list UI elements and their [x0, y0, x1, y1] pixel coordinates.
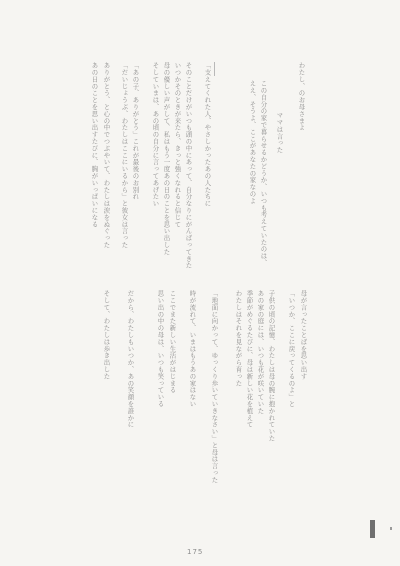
- text-line: ママは言った: [275, 112, 284, 154]
- text-line: 時が流れて、いまはもうあの家はない: [188, 290, 197, 408]
- text-line: そのことだけがいつも頭の中にあって、自分なりにがんばってきた: [184, 62, 193, 269]
- text-line: 思い出の中の母は、いつも笑っている: [156, 290, 165, 408]
- text-line: 「あの子、ありがとう」これが最後のお別れ: [131, 62, 140, 200]
- page-number: 175: [187, 548, 204, 556]
- text-line: ここでまた新しい生活がはじまる: [168, 290, 177, 394]
- margin-dot: [390, 527, 392, 530]
- text-line: そして、わたしは歩き出した: [102, 290, 111, 380]
- text-line: 「いつか、ここに戻ってくるのよ」と: [287, 290, 296, 408]
- text-line: 「地面に向かって、ゆっくり歩いていきなさい」と母は言った: [210, 290, 219, 484]
- text-line: あの家の庭には、いつも花が咲いていた: [256, 290, 265, 415]
- text-line: ええ、そうよ、ここがあなたの家なのよ: [248, 80, 257, 205]
- text-line: 子供の頃の記憶、わたしは母の腕に抱かれていた: [267, 290, 276, 442]
- text-line: だから、わたしもいつか、あの笑顔を誰かに: [126, 290, 135, 428]
- text-line: いつかそのときが来たら、きっと強くなれると信じて: [173, 62, 182, 228]
- text-line: わたしはそれを見ながら育った: [234, 290, 243, 387]
- text-line: 母の優しい声がして、私はもう一度あの日のことを思い出した: [162, 62, 171, 256]
- text-line: わたし、のお母さまよ: [297, 62, 306, 131]
- text-line: この自分の家で暮らせるかどうか、いつも考えていたのは、: [259, 80, 268, 267]
- text-line: 母が言ったことばを思い出す: [299, 290, 308, 380]
- text-line: 「だいじょうぶ、わたしはここにいるから」と彼女は言った: [120, 62, 129, 249]
- text-line: あの日のことを思い出すたびに、胸がいっぱいになる: [90, 62, 99, 228]
- margin-tab-mark: [370, 520, 375, 538]
- text-line: そしていまは、あの頃の自分に言ってあげたい: [151, 62, 160, 207]
- text-line: 「支えてくれた人、やさしかったあの人たちに: [203, 62, 212, 207]
- dash-rule: [214, 62, 215, 76]
- text-line: ありがとう、と心の中でつぶやいて、わたしは涙をぬぐった: [102, 62, 111, 249]
- text-line: 季節がめぐるたびに、母は新しい花を植えて: [245, 290, 254, 428]
